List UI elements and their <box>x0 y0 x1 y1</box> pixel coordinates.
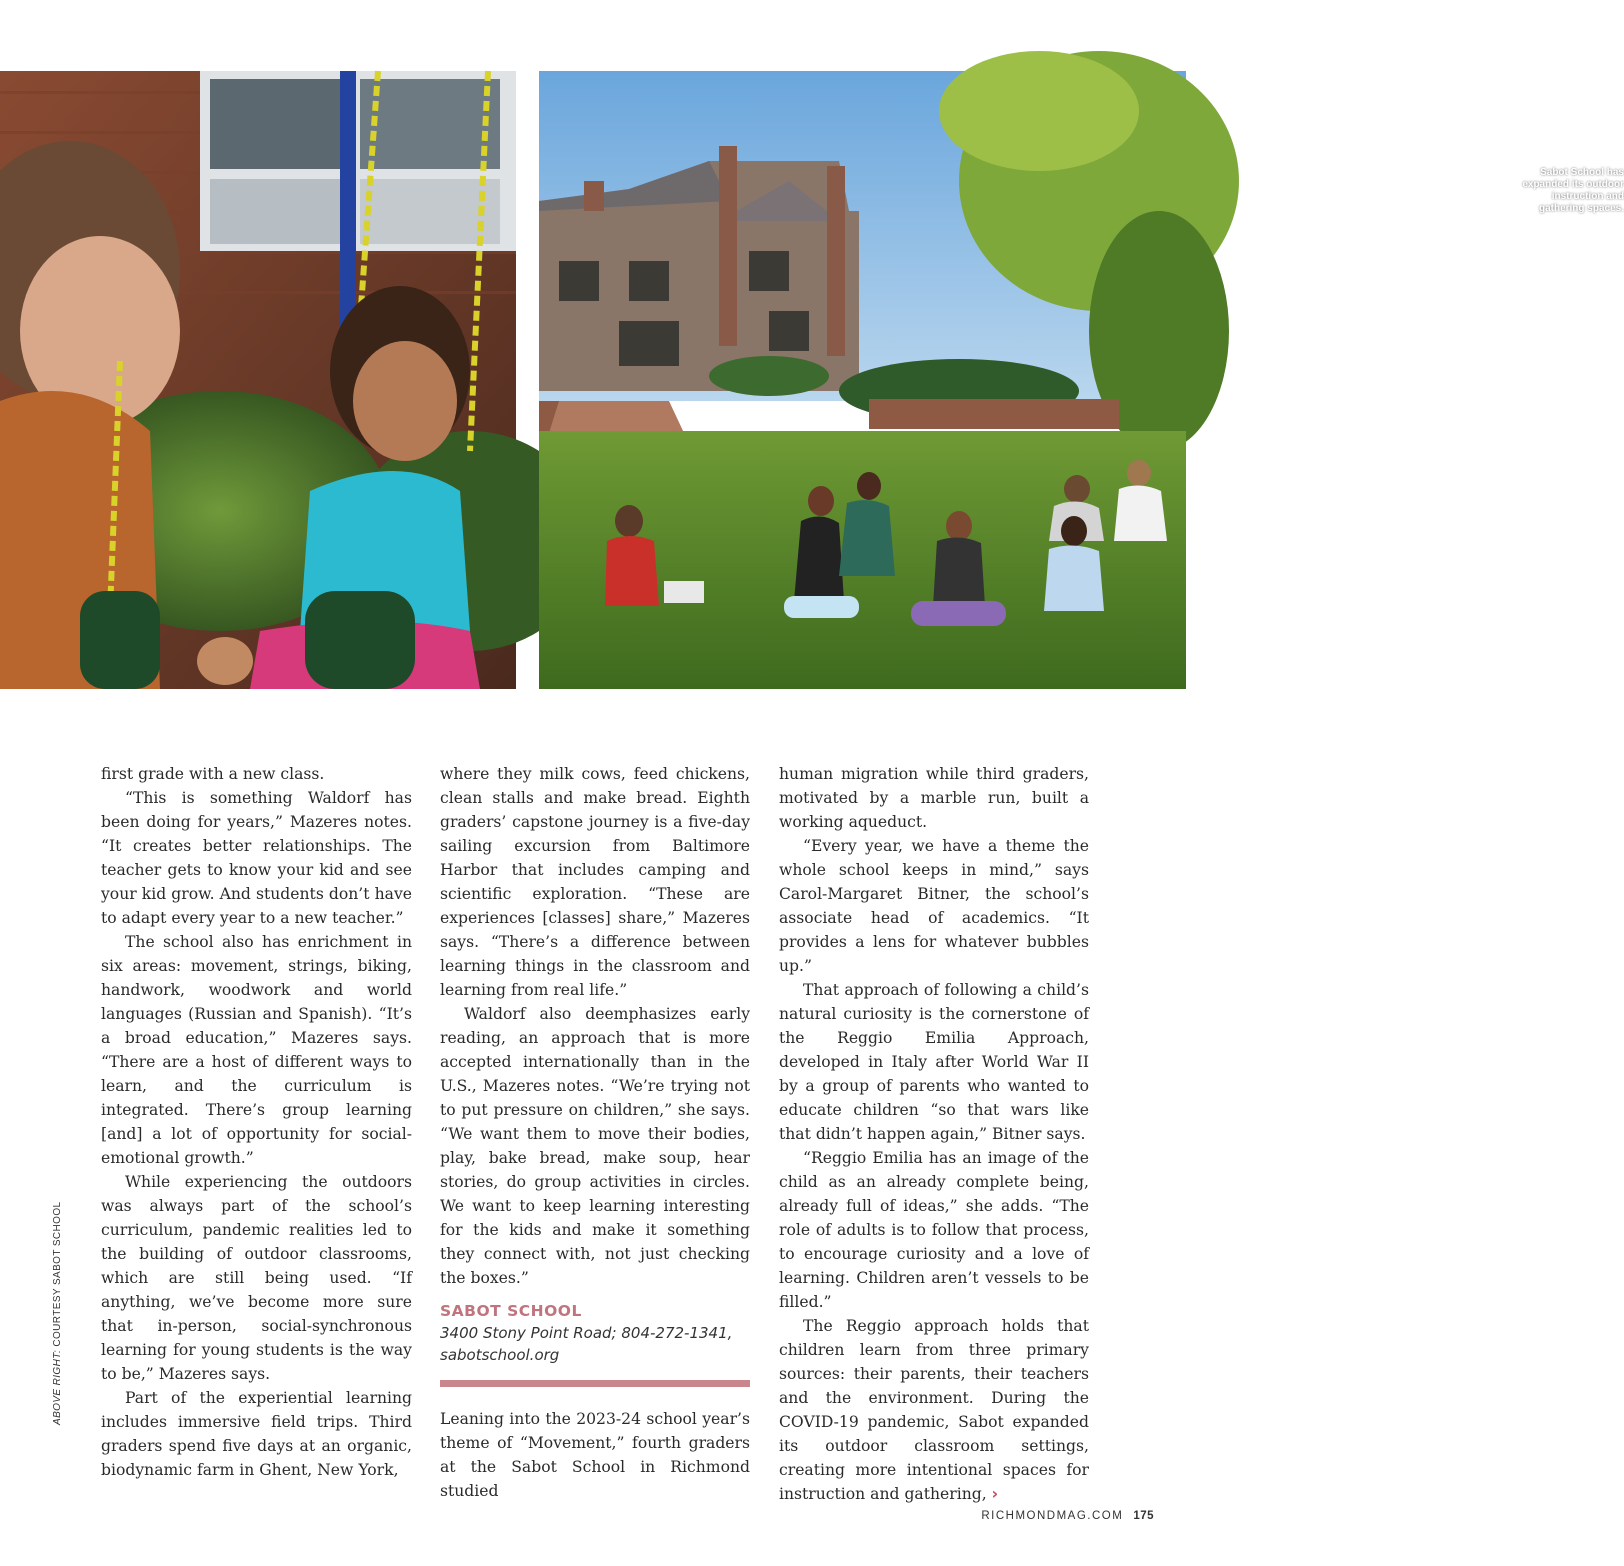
paragraph: Waldorf also deemphasizes early reading, an approach that is more accepted internationally than in the U.S., Mazeres notes. “We’re trying not to put pressure on children,” she says. “We want them to move their bodies, play, bake bread, make soup, hear stories, do group activities in circles. We want to keep learning interesting for the kids and make it something they connect with, not just checking the boxes.” <box>440 1005 750 1287</box>
paragraph: “This is something Waldorf has been doing for years,” Mazeres notes. “It creates better relationships. The teacher gets to know your kid and see your kid grow. And students don’t have to adapt every year to a new teacher.” <box>101 789 412 927</box>
paragraph-last <box>779 1314 1089 1506</box>
credit-text: COURTESY SABOT SCHOOL <box>52 1201 63 1347</box>
article-column-1 <box>101 762 412 1482</box>
paragraph: Leaning into the 2023-24 school year’s theme of “Movement,” fourth graders at the Sabot School in Richmond studied <box>440 1410 750 1500</box>
photo-outdoor-class <box>539 71 1624 689</box>
paragraph: human migration while third graders, motivated by a marble run, built a working aqueduct. <box>779 765 1089 831</box>
footer-site: RICHMONDMAG.COM <box>981 1510 1124 1522</box>
paragraph: where they milk cows, feed chickens, clean stalls and make bread. Eighth graders’ capstone journey is a five-day sailing excursion from Baltimore Harbor that includes camping and scientific exploration. “These are experiences [classes] share,” Mazeres says. “There’s a difference between learning things in the classroom and learning from real life.” <box>440 765 750 999</box>
paragraph: Part of the experiential learning includes immersive field trips. Third graders spend five days at an organic, biodynamic farm in Ghent, New York, <box>101 1389 412 1479</box>
paragraph: “Every year, we have a theme the whole school keeps in mind,” says Carol-Margaret Bitner, the school’s associate head of academics. “It provides a lens for whatever bubbles up.” <box>779 837 1089 975</box>
lawn-photo-illustration <box>539 71 1186 689</box>
photo-credit <box>52 1201 63 1425</box>
credit-label: ABOVE RIGHT: <box>52 1349 63 1425</box>
paragraph: The school also has enrichment in six areas: movement, strings, biking, handwork, woodwork and world languages (Russian and Spanish). “It’s a broad education,” Mazeres says. “There are a host of different ways to learn, and the curriculum is integrated. There’s group learning [and] a lot of opportunity for social-emotional growth.” <box>101 933 412 1167</box>
school-website[interactable]: sabotschool.org <box>440 1346 560 1364</box>
paragraph: “Reggio Emilia has an image of the child as an already complete being, already full of ideas,” she adds. “The role of adults is to follow that process, to encourage curiosity and a love of learning. Children aren’t vessels to be filled.” <box>779 1149 1089 1311</box>
page-number: 175 <box>1133 1510 1154 1522</box>
divider-bar <box>440 1380 750 1387</box>
paragraph: While experiencing the outdoors was always part of the school’s curriculum, pandemic realities led to the building of outdoor classrooms, which are still being used. “If anything, we’ve become more sure that in-person, social-synchronous learning for young students is the way to be,” Mazeres says. <box>101 1173 412 1383</box>
paragraph: That approach of following a child’s natural curiosity is the cornerstone of the Reggio Emilia Approach, developed in Italy after World War II by a group of parents who wanted to educate children “so that wars like that didn’t happen again,” Bitner says. <box>779 981 1089 1143</box>
school-name: SABOT SCHOOL <box>440 1302 582 1320</box>
school-info-box <box>440 1300 750 1387</box>
paragraph: first grade with a new class. <box>101 765 325 783</box>
continued-arrow-icon: › <box>991 1485 999 1503</box>
article-column-3 <box>779 762 1089 1506</box>
paragraph-text: The Reggio approach holds that children learn from three primary sources: their parents, their teachers and the environment. During the COVID-19 pandemic, Sabot expanded its outdoor classroom settings, creating more intentional spaces for instruction and gathering, <box>779 1317 1089 1503</box>
page-footer <box>940 1510 1154 1522</box>
photo-caption: Sabot School has expanded its outdoor instruction and gathering spaces. <box>1522 167 1624 214</box>
photo-children-swings <box>0 71 516 689</box>
article-column-2 <box>440 762 750 1503</box>
school-address: 3400 Stony Point Road; 804-272-1341, <box>440 1324 733 1342</box>
swing-photo-illustration <box>0 71 516 689</box>
